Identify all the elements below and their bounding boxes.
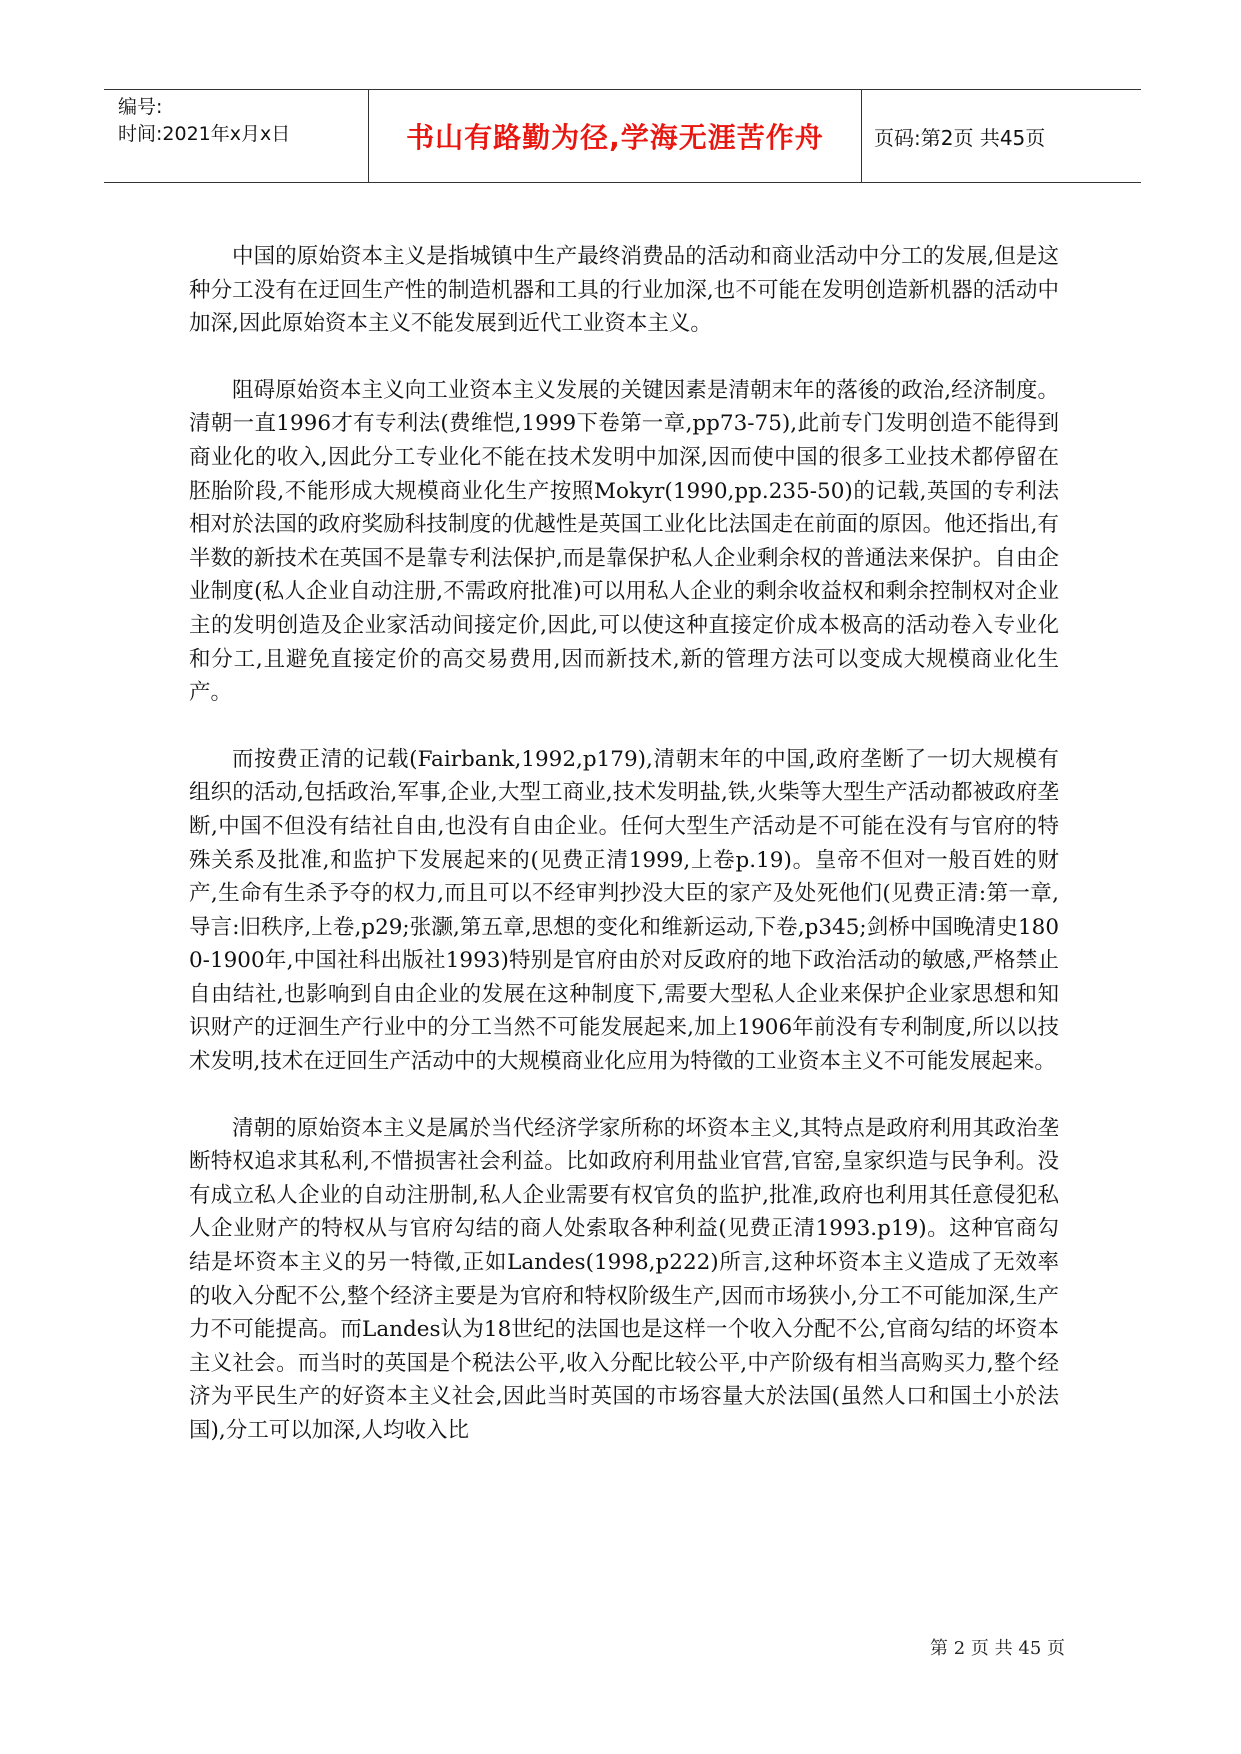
document-number-label: 编号: — [118, 96, 163, 118]
page-header — [104, 89, 1141, 183]
document-time-label: 时间:2021年x月x日 — [118, 123, 291, 145]
header-motto: 书山有路勤为径,学海无涯苦作舟 — [369, 90, 862, 182]
paragraph-2: 阻碍原始资本主义向工业资本主义发展的关键因素是清朝末年的落後的政治,经济制度。清朝一直1996才有专利法(费维恺,1999下卷第一章,pp73-75),此前专门发明创造不能得到商业化的收入,因此分工专业化不能在技术发明中加深,因而使中国的很多工业技术都停留在胚胎阶段,不能形成大规模商业化生产按照Mokyr(1990,pp.235-50)的记载,英国的专利法相对於法国的政府奖励科技制度的优越性是英国工业化比法国走在前面的原因。他还指出,有半数的新技术在英国不是靠专利法保护,而是靠保护私人企业剩余权的普通法来保护。自由企业制度(私人企业自动注册,不需政府批准)可以用私人企业的剩余收益权和剩余控制权对企业主的发明创造及企业家活动间接定价,因此,可以使这种直接定价成本极高的活动卷入专业化和分工,且避免直接定价的高交易费用,因而新技术,新的管理方法可以变成大规模商业化生产。 — [189, 377, 1059, 706]
paragraph-4: 清朝的原始资本主义是属於当代经济学家所称的坏资本主义,其特点是政府利用其政治垄断特权追求其私利,不惜损害社会利益。比如政府利用盐业官营,官窑,皇家织造与民争利。没有成立私人企业的自动注册制,私人企业需要有权官负的监护,批准,政府也利用其任意侵犯私人企业财产的特权从与官府勾结的商人处索取各种利益(见费正清1993.p19)。这种官商勾结是坏资本主义的另一特徵,正如Landes(1998,p222)所言,这种坏资本主义造成了无效率的收入分配不公,整个经济主要是为官府和特权阶级生产,因而市场狭小,分工不可能加深,生产力不可能提高。而Landes认为18世纪的法国也是这样一个收入分配不公,官商勾结的坏资本主义社会。而当时的英国是个税法公平,收入分配比较公平,中产阶级有相当高购买力,整个经济为平民生产的好资本主义社会,因此当时英国的市场容量大於法国(虽然人口和国土小於法国),分工可以加深,人均收入比 — [189, 1115, 1059, 1443]
paragraph-1: 中国的原始资本主义是指城镇中生产最终消费品的活动和商业活动中分工的发展,但是这种分工没有在迂回生产性的制造机器和工具的行业加深,也不可能在发明创造新机器的活动中加深,因此原始资本主义不能发展到近代工业资本主义。 — [189, 244, 1059, 337]
page-footer: 第 2 页 共 45 页 — [930, 1638, 1065, 1659]
document-body — [189, 240, 1059, 1481]
header-page-label: 页码:第2页 共45页 — [874, 125, 1046, 150]
header-meta — [104, 90, 369, 182]
paragraph-3: 而按费正清的记载(Fairbank,1992,p179),清朝末年的中国,政府垄断了一切大规模有组织的活动,包括政治,军事,企业,大型工商业,技术发明盐,铁,火柴等大型生产活动都被政府垄断,中国不但没有结社自由,也没有自由企业。任何大型生产活动是不可能在没有与官府的特殊关系及批准,和监护下发展起来的(见费正清1999,上卷p.19)。皇帝不但对一般百姓的财产,生命有生杀予夺的权力,而且可以不经审判抄没大臣的家产及处死他们(见费正清:第一章,导言:旧秩序,上卷,p29;张灏,第五章,思想的变化和维新运动,下卷,p345;剑桥中国晚清史1800-1900年,中国社科出版社1993)特别是官府由於对反政府的地下政治活动的敏感,严格禁止自由结社,也影响到自由企业的发展在这种制度下,需要大型私人企业来保护企业家思想和知识财产的迂洄生产行业中的分工当然不可能发展起来,加上1906年前没有专利制度,所以以技术发明,技术在迂回生产活动中的大规模商业化应用为特徵的工业资本主义不可能发展起来。 — [189, 746, 1059, 1075]
